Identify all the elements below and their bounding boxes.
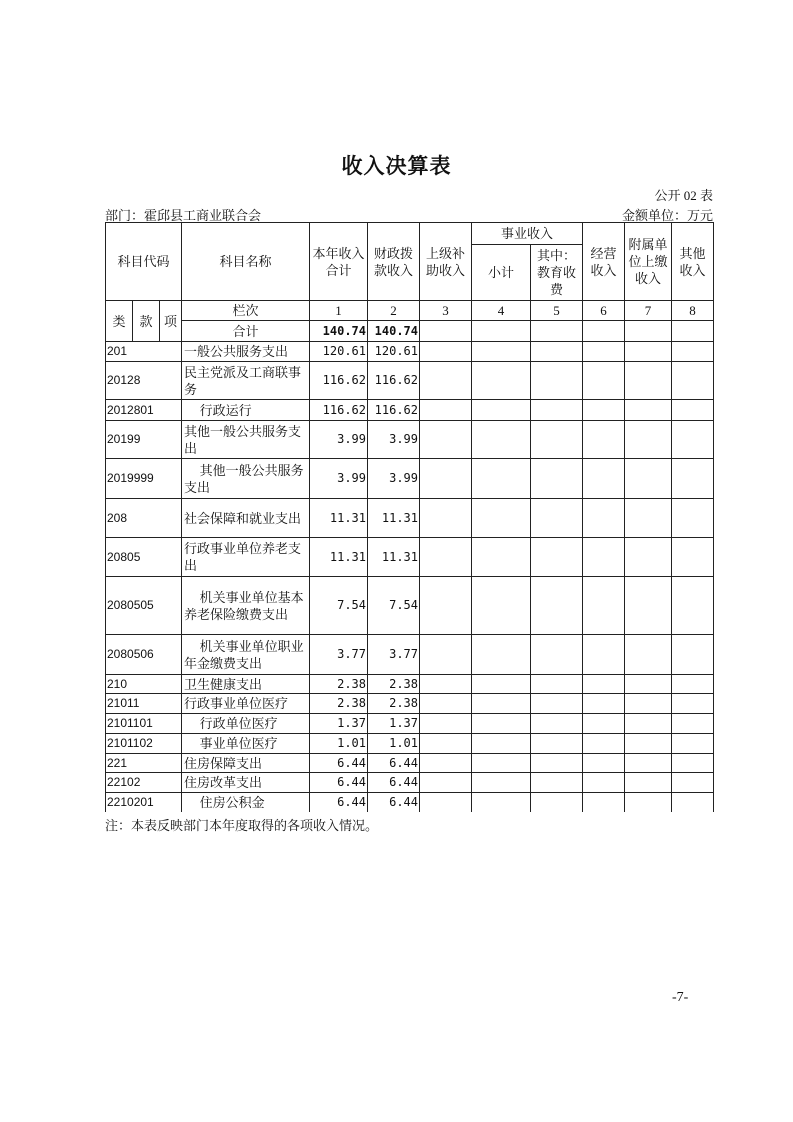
col6-value — [583, 734, 625, 754]
column-number-8: 8 — [672, 301, 714, 321]
col3-value — [420, 773, 472, 793]
income-total: 6.44 — [310, 793, 368, 812]
table-row — [106, 459, 714, 499]
table-row — [106, 362, 714, 400]
col5-value — [531, 421, 583, 459]
col8-value — [672, 499, 714, 538]
table-row — [106, 734, 714, 754]
subject-code: 20805 — [106, 538, 182, 577]
col3-value — [420, 400, 472, 421]
col5-value — [531, 773, 583, 793]
col6-value — [583, 675, 625, 694]
total-value-col8 — [672, 321, 714, 342]
col5-value — [531, 734, 583, 754]
col4-value — [472, 793, 531, 812]
page-number: -7- — [672, 990, 689, 1005]
income-total: 7.54 — [310, 577, 368, 635]
subject-name: 住房改革支出 — [182, 773, 310, 793]
table-row — [106, 793, 714, 812]
col4-value — [472, 754, 531, 773]
subject-name: 事业单位医疗 — [182, 734, 310, 754]
col3-value — [420, 793, 472, 812]
col5-value — [531, 694, 583, 714]
subject-code: 2012801 — [106, 400, 182, 421]
col4-value — [472, 773, 531, 793]
total-value-col1: 140.74 — [310, 321, 368, 342]
col4-value — [472, 694, 531, 714]
fiscal-appropriation: 3.99 — [368, 459, 420, 499]
income-total: 2.38 — [310, 694, 368, 714]
col8-value — [672, 675, 714, 694]
subject-name: 行政事业单位医疗 — [182, 694, 310, 714]
col5-value — [531, 342, 583, 362]
total-value-col7 — [625, 321, 672, 342]
col3-value — [420, 635, 472, 675]
fiscal-appropriation: 7.54 — [368, 577, 420, 635]
col7-value — [625, 362, 672, 400]
subject-name: 社会保障和就业支出 — [182, 499, 310, 538]
col5-value — [531, 499, 583, 538]
income-total: 3.77 — [310, 635, 368, 675]
col8-value — [672, 459, 714, 499]
col6-value — [583, 538, 625, 577]
header-col2: 财政拨款收入 — [368, 223, 420, 301]
table-row — [106, 773, 714, 793]
col7-value — [625, 734, 672, 754]
col3-value — [420, 342, 472, 362]
col6-value — [583, 400, 625, 421]
col8-value — [672, 538, 714, 577]
col8-value — [672, 694, 714, 714]
total-value-col5 — [531, 321, 583, 342]
table-row — [106, 635, 714, 675]
col7-value — [625, 400, 672, 421]
col8-value — [672, 714, 714, 734]
subject-name: 其他一般公共服务支出 — [182, 459, 310, 499]
col4-value — [472, 421, 531, 459]
col6-value — [583, 577, 625, 635]
col5-value — [531, 714, 583, 734]
header-lanci: 栏次 — [182, 301, 310, 321]
table-row — [106, 714, 714, 734]
table-row — [106, 675, 714, 694]
header-col6: 经营收入 — [583, 223, 625, 301]
col5-value — [531, 675, 583, 694]
col8-value — [672, 793, 714, 812]
col8-value — [672, 577, 714, 635]
subject-name: 行政事业单位养老支出 — [182, 538, 310, 577]
col6-value — [583, 499, 625, 538]
col3-value — [420, 459, 472, 499]
subject-name: 其他一般公共服务支出 — [182, 421, 310, 459]
total-value-col2: 140.74 — [368, 321, 420, 342]
fiscal-appropriation: 1.37 — [368, 714, 420, 734]
header-col3: 上级补助收入 — [420, 223, 472, 301]
income-total: 6.44 — [310, 773, 368, 793]
col4-value — [472, 342, 531, 362]
col4-value — [472, 362, 531, 400]
subject-code: 2101101 — [106, 714, 182, 734]
col8-value — [672, 421, 714, 459]
subject-name: 行政单位医疗 — [182, 714, 310, 734]
subject-code: 208 — [106, 499, 182, 538]
subject-name: 民主党派及工商联事务 — [182, 362, 310, 400]
col7-value — [625, 538, 672, 577]
header-col7: 附属单位上缴收入 — [625, 223, 672, 301]
col6-value — [583, 459, 625, 499]
income-total: 120.61 — [310, 342, 368, 362]
col4-value — [472, 538, 531, 577]
col4-value — [472, 400, 531, 421]
col4-value — [472, 714, 531, 734]
col3-value — [420, 754, 472, 773]
subject-code: 21011 — [106, 694, 182, 714]
col6-value — [583, 694, 625, 714]
page-title: 收入决算表 — [341, 154, 452, 178]
col3-value — [420, 499, 472, 538]
col5-value — [531, 459, 583, 499]
header-col4: 小计 — [472, 245, 531, 301]
table-row — [106, 754, 714, 773]
column-number-1: 1 — [310, 301, 368, 321]
subject-code: 2019999 — [106, 459, 182, 499]
col6-value — [583, 421, 625, 459]
col7-value — [625, 577, 672, 635]
table-row — [106, 499, 714, 538]
amount-unit-label: 金额单位：万元 — [621, 208, 713, 223]
col6-value — [583, 773, 625, 793]
total-value-col3 — [420, 321, 472, 342]
col3-value — [420, 421, 472, 459]
column-number-6: 6 — [583, 301, 625, 321]
column-number-7: 7 — [625, 301, 672, 321]
income-total: 116.62 — [310, 400, 368, 421]
fiscal-appropriation: 1.01 — [368, 734, 420, 754]
fiscal-appropriation: 2.38 — [368, 694, 420, 714]
total-value-col6 — [583, 321, 625, 342]
fiscal-appropriation: 3.77 — [368, 635, 420, 675]
col7-value — [625, 714, 672, 734]
department-label: 部门：霍邱县工商业联合会 — [105, 208, 262, 223]
subject-code: 221 — [106, 754, 182, 773]
table-row — [106, 577, 714, 635]
col8-value — [672, 754, 714, 773]
col5-value — [531, 577, 583, 635]
column-number-2: 2 — [368, 301, 420, 321]
col5-value — [531, 400, 583, 421]
col7-value — [625, 773, 672, 793]
col6-value — [583, 793, 625, 812]
fiscal-appropriation: 116.62 — [368, 400, 420, 421]
income-total: 11.31 — [310, 499, 368, 538]
header-lei: 类 — [106, 301, 133, 342]
footnote: 注：本表反映部门本年度取得的各项收入情况。 — [105, 818, 379, 833]
col7-value — [625, 342, 672, 362]
col7-value — [625, 675, 672, 694]
table-row — [106, 342, 714, 362]
col6-value — [583, 342, 625, 362]
subject-code: 210 — [106, 675, 182, 694]
subject-name: 机关事业单位职业年金缴费支出 — [182, 635, 310, 675]
col8-value — [672, 734, 714, 754]
income-total: 3.99 — [310, 459, 368, 499]
fiscal-appropriation: 6.44 — [368, 773, 420, 793]
fiscal-appropriation: 6.44 — [368, 793, 420, 812]
col8-value — [672, 362, 714, 400]
col6-value — [583, 635, 625, 675]
fiscal-appropriation: 116.62 — [368, 362, 420, 400]
col6-value — [583, 714, 625, 734]
fiscal-appropriation: 11.31 — [368, 538, 420, 577]
income-total: 1.37 — [310, 714, 368, 734]
col4-value — [472, 577, 531, 635]
col7-value — [625, 635, 672, 675]
col3-value — [420, 734, 472, 754]
table-row — [106, 538, 714, 577]
table-row — [106, 400, 714, 421]
subject-name: 机关事业单位基本养老保险缴费支出 — [182, 577, 310, 635]
header-business-income: 事业收入 — [472, 223, 583, 245]
column-number-3: 3 — [420, 301, 472, 321]
income-total: 11.31 — [310, 538, 368, 577]
subject-code: 2101102 — [106, 734, 182, 754]
col8-value — [672, 400, 714, 421]
col7-value — [625, 694, 672, 714]
col7-value — [625, 754, 672, 773]
col5-value — [531, 793, 583, 812]
subject-name: 住房公积金 — [182, 793, 310, 812]
col4-value — [472, 499, 531, 538]
table-row — [106, 694, 714, 714]
fiscal-appropriation: 120.61 — [368, 342, 420, 362]
subject-code: 201 — [106, 342, 182, 362]
income-total: 1.01 — [310, 734, 368, 754]
subject-code: 2210201 — [106, 793, 182, 812]
subject-code: 20199 — [106, 421, 182, 459]
col3-value — [420, 694, 472, 714]
col3-value — [420, 577, 472, 635]
form-number: 公开 02 表 — [654, 188, 713, 203]
total-value-col4 — [472, 321, 531, 342]
subject-name: 卫生健康支出 — [182, 675, 310, 694]
subject-name: 住房保障支出 — [182, 754, 310, 773]
subject-code: 22102 — [106, 773, 182, 793]
column-number-4: 4 — [472, 301, 531, 321]
income-total: 6.44 — [310, 754, 368, 773]
col7-value — [625, 499, 672, 538]
col3-value — [420, 362, 472, 400]
col6-value — [583, 362, 625, 400]
fiscal-appropriation: 3.99 — [368, 421, 420, 459]
column-number-5: 5 — [531, 301, 583, 321]
fiscal-appropriation: 6.44 — [368, 754, 420, 773]
subject-code: 20128 — [106, 362, 182, 400]
subject-code: 2080505 — [106, 577, 182, 635]
col4-value — [472, 734, 531, 754]
col4-value — [472, 675, 531, 694]
col5-value — [531, 635, 583, 675]
header-col5: 其中：教育收费 — [531, 245, 583, 301]
income-total: 116.62 — [310, 362, 368, 400]
col8-value — [672, 773, 714, 793]
total-label: 合计 — [182, 321, 310, 342]
header-code: 科目代码 — [106, 223, 182, 301]
table-row — [106, 421, 714, 459]
col8-value — [672, 635, 714, 675]
income-total: 3.99 — [310, 421, 368, 459]
col4-value — [472, 459, 531, 499]
col7-value — [625, 459, 672, 499]
col7-value — [625, 793, 672, 812]
income-total: 2.38 — [310, 675, 368, 694]
header-col1: 本年收入合计 — [310, 223, 368, 301]
header-xiang: 项 — [160, 301, 182, 342]
subject-name: 行政运行 — [182, 400, 310, 421]
col8-value — [672, 342, 714, 362]
col3-value — [420, 538, 472, 577]
col5-value — [531, 754, 583, 773]
fiscal-appropriation: 2.38 — [368, 675, 420, 694]
col6-value — [583, 754, 625, 773]
subject-code: 2080506 — [106, 635, 182, 675]
header-kuan: 款 — [133, 301, 160, 342]
fiscal-appropriation: 11.31 — [368, 499, 420, 538]
col3-value — [420, 714, 472, 734]
col4-value — [472, 635, 531, 675]
subject-name: 一般公共服务支出 — [182, 342, 310, 362]
col5-value — [531, 538, 583, 577]
col7-value — [625, 421, 672, 459]
header-name: 科目名称 — [182, 223, 310, 301]
col5-value — [531, 362, 583, 400]
col3-value — [420, 675, 472, 694]
income-table — [105, 222, 714, 812]
header-col8: 其他收入 — [672, 223, 714, 301]
